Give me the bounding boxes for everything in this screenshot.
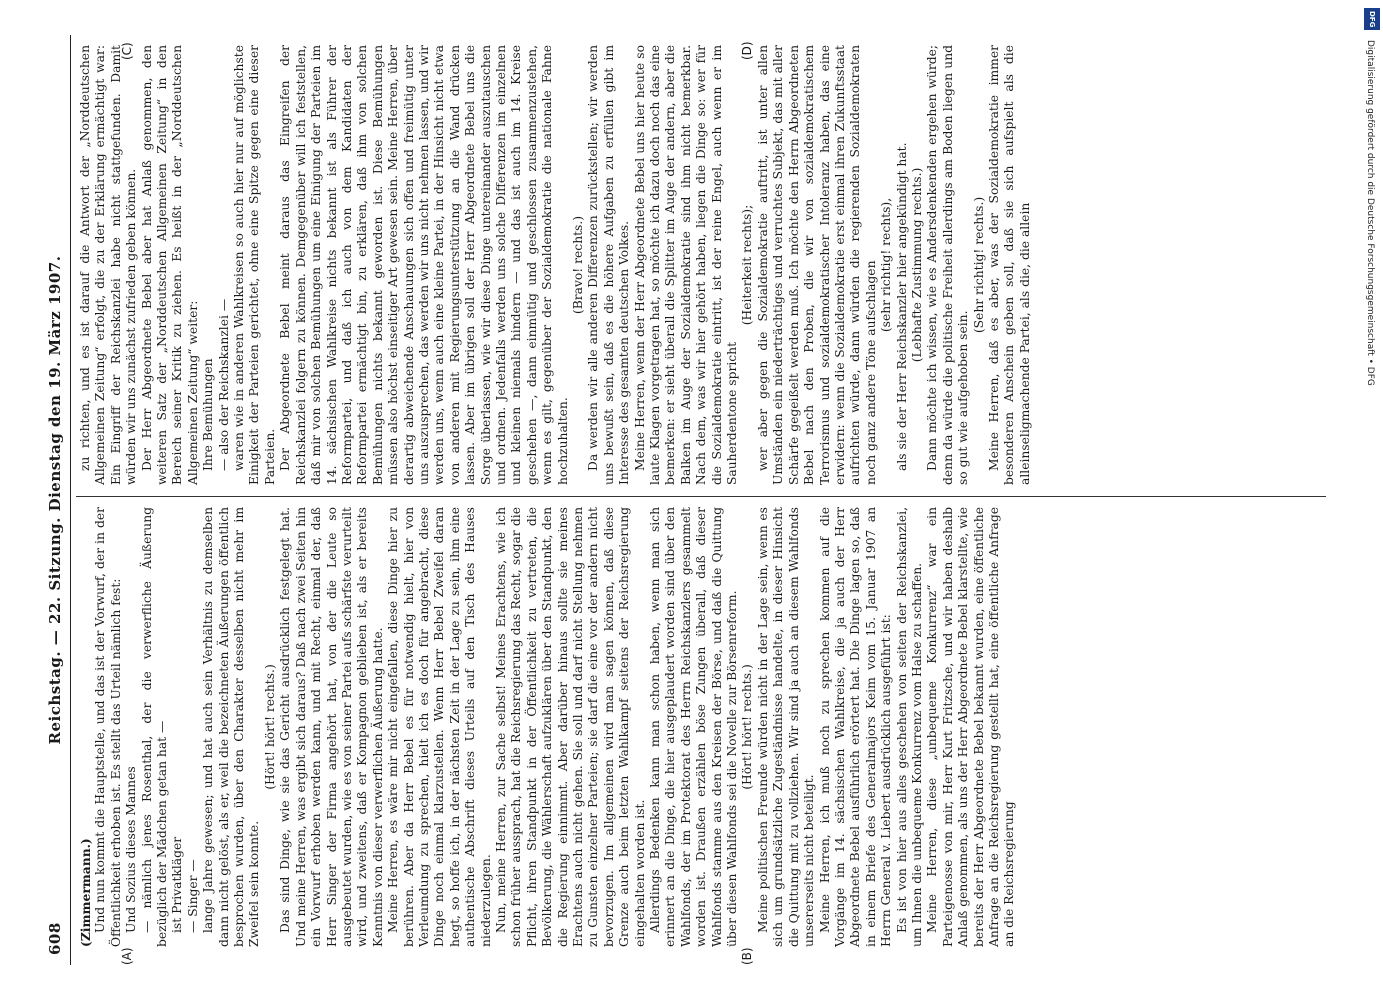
paragraph: Ihre Bemühungen [201,358,216,471]
running-title: Reichstag. — 22. Sitzung. Dienstag den 19. März 1907. [46,255,64,745]
paragraph: (Bravo! rechts.) [571,215,585,315]
paragraph: Meine Herren, ich muß noch zu sprechen kommen auf die Vorgänge im 14. sächsischen Wahlkreise, die ja auch der Herr Abgeordnete Bebel ausführlich erörtert hat. Die Dinge lagen so, daß in einem Briefe des Generalmajors Keim vom 15. Januar 1907 an Herrn General v. Liebert ausdrücklich ausgeführt ist: [817,507,894,947]
margin-marker-d: (D) [740,41,754,60]
digitization-credit [1361,0,1383,1000]
paragraph: Und Sozius dieses Mannes [124,766,139,933]
paragraph: lange Jahre gewesen; und hat auch sein Verhältnis zu demselben dann nicht gelöst, als er, weil die bezeichneten Äußerungen öffentlich besprochen wurden, über den Charakter desselben nicht mehr im Zweifel sein konnte. [201,507,262,947]
paragraph: (Heiterkeit rechts); [740,204,755,326]
paragraph: Meine Herren, daß es aber, was der Sozialdemokratie immer besonderen Anschein geben soll, daß sie sich aufspielt als die alleinseligmachende Partei, als die, die allein [986,45,1032,485]
paragraph: (Hört! hört! rechts.) [740,664,755,790]
paragraph: als sie der Herr Reichskanzler hier angekündigt hat. [894,142,909,471]
column-divider [76,496,1326,497]
paragraph: — Singer — [185,859,200,933]
margin-marker-a: (A) [120,947,134,965]
paragraph: ist Privatkläger [170,836,185,933]
paragraph: Meine Herren, wenn der Herr Abgeordnete Bebel uns hier heute so laute Klagen vorgetragen hat, so möchte ich dazu doch noch das eine bemerken: er sieht überall die Splitter im Auge der andern, aber die Balken im Auge der Sozialdemokratie sind ihm nicht bemerkbar. Nach dem, was wir hier gehört haben, liegen die Dinge so: wer für die Sozialdemokratie eintritt, ist der reine Engel, auch wenn er im Sauherdentone spricht [632,45,740,485]
paragraph: Da werden wir alle anderen Differenzen zurückstellen; wir werden uns bewußt sein, daß es die höhere Aufgaben zu erfüllen gibt im Interesse des gesamten deutschen Volkes. [586,45,632,485]
paragraph: — nämlich jenes Rosenthal, der die verwerfliche Äußerung bezüglich der Mädchen getan hat — [139,507,170,947]
credit-text: Digitalisierung gefördert durch die Deutsche Forschungsgemeinschaft • DFG [1365,40,1375,386]
paragraph: Nun, meine Herren, zur Sache selbst! Meines Erachtens, wie ich schon früher aussprach, hat die Reichsregierung das Recht, sogar die Pflicht, ihren Standpunkt in der Öffentlichkeit zu vertreten, die Bevölkerung, die Wählerschaft aufzuklären über den Standpunkt, den die Regierung einnimmt. Aber darüber hinaus sollte sie meines Erachtens auch nicht gehen. Sie soll und darf nicht Stellung nehmen zu Gunsten einzelner Parteien; sie darf die eine vor der andern nicht bevorzugen. Im allgemeinen wird man sagen können, daß diese Grenze auch beim letzten Wahlkampf seitens der Reichsregierung eingehalten worden ist. [493,507,647,947]
header-rule [70,35,71,965]
paragraph: wer aber gegen die Sozialdemokratie auftritt, ist unter allen Umständen ein niederträchtiges und verruchtes Subjekt, das mit aller Schärfe gegeißelt werden muß. Ich möchte den Herrn Abgeordneten Bebel nach den Proben, die wir von sozialdemokratischem Terrorismus und sozialdemokratischer Intoleranz haben, das eine erwidern: wenn die Sozialdemokratie erst einmal ihren Zukunftsstaat aufrichten würde, dann würden die regierenden Sozialdemokraten noch ganz andere Töne aufschlagen [755,45,878,485]
paragraph: Allerdings Bedenken kann man schon haben, wenn man sich erinnert an die Dinge, die hier ausgeplaudert worden sind über den Wahlfonds, der im Protektorat des Herrn Reichskanzlers gesammelt worden ist. Draußen erzählen böse Zungen überall, daß dieser Wahlfonds stamme aus den Kreisen der Börse, und daß die Quittung über diesen Wahlfonds sei die Novelle zur Börsenreform. [648,507,740,947]
paragraph: zu richten, und es ist darauf die Antwort der „Norddeutschen Allgemeinen Zeitung“ erfolgt, die zu der Erklärung ermächtigt war: Ein Eingriff der Reichskanzlei habe nicht stattgefunden. Damit würden wir uns zunächst zufrieden geben können. [78,45,139,485]
right-text-column [78,45,1033,485]
paragraph: (sehr richtig! rechts), [879,197,894,333]
paragraph: Dann möchte ich wissen, wie es Andersdenkenden ergehen würde; denn da würde die politische Freiheit allerdings am Boden liegen und so gut wie aufgehoben sein. [925,45,971,485]
margin-marker-c: (C) [120,42,134,60]
margin-marker-b: (B) [740,947,754,965]
paragraph: (Lebhafte Zustimmung rechts.) [909,167,924,363]
paragraph: Der Abgeordnete Bebel meint daraus das Eingreifen der Reichskanzlei folgern zu können. Demgegenüber will ich feststellen, daß mir von solchen Bemühungen um eine Einigung der Parteien im 14. sächsischen Wahlkreise nichts bekannt ist als Führer der Reformpartei, und daß ich auch von dem Kandidaten der Reformpartei ermächtigt bin, zu erklären, daß ihm von solchen Bemühungen nichts bekannt geworden ist. Diese Bemühungen müssen also höchst einseitiger Art gewesen sein. Meine Herren, über derartig abweichende Anschauungen sich offen und freimütig unter uns auszusprechen, das werden wir uns nicht nehmen lassen, und wir werden uns, wenn auch eine kleine Partei, in der Hinsicht nicht etwa von anderen mit Regierungsunterstützung an die Wand drücken lassen. Aber im übrigen soll der Herr Abgeordnete Bebel uns die Sorge überlassen, wie wir diese Dinge untereinander auszutauschen und ordnen. Jedenfalls werden uns solche Differenzen im einzelnen und kleinen niemals hindern — und das ist auch im 14. Kreise geschehen —, dann einmütig und geschlossen zusammenzustehen, wenn es gilt, gegenüber der Sozialdemokratie die nationale Fahne hochzuhalten. [278,45,570,485]
speaker-label: (Zimmermann.) [78,838,93,947]
paragraph: Und nun kommt die Hauptstelle, und das ist der Vorwurf, der in der Öffentlichkeit erhoben ist. Es stellt das Urteil nämlich fest: [93,507,123,947]
left-text-column [78,507,1018,947]
paragraph: (Sehr richtig! rechts.) [971,196,986,334]
paragraph: Meine politischen Freunde würden nicht in der Lage sein, wenn es sich um grundsätzliche Zugeständnisse handelte, in dieser Hinsicht die Quittung mit zu vollziehen. Wir sind ja auch an diesem Wahlfonds unsererseits nicht beteiligt. [755,507,817,947]
paragraph: (Hört! hört! rechts.) [262,664,277,790]
paragraph: Der Herr Abgeordnete Bebel aber hat Anlaß genommen, den weiteren Satz der „Norddeutschen Allgemeinen Zeitung“ in den Bereich seiner Kritik zu ziehen. Es heißt in der „Norddeutschen Allgemeinen Zeitung“ weiter: [139,45,200,485]
page-number: 608 [46,922,64,955]
paragraph: Das sind Dinge, wie sie das Gericht ausdrücklich festgelegt hat. Und meine Herren, was ergibt sich daraus? Daß nach zwei Seiten hin ein Vorwurf erhoben werden kann, und mit Recht, einmal der, daß Herr Singer der Firma angehört hat, von der die Leute so ausgebeutet wurden, wie es von seiner Partei aufs schärfste verurteilt wird, und zweitens, daß er Kompagnon geblieben ist, als er bereits Kenntnis von dieser verwerflichen Äußerung hatte. [278,507,385,947]
paragraph: Meine Herren, diese „unbequeme Konkurrenz“ war ein Parteigenosse von mir, Herr Kurt Fritzsche, und wir haben deshalb Anlaß genommen, als uns der Herr Abgeordnete Bebel klarstellte, wie bereits der Herr Abgeordnete Bebel bekannt wurden, eine öffentliche Anfrage an die Reichsregierung gestellt hat, eine öffentliche Anfrage an die Reichsregierung [925,507,1017,947]
paragraph: waren wie in anderen Wahlkreisen so auch hier nur auf möglichste Einigkeit der Parteien gerichtet, ohne eine Spitze gegen eine dieser Parteien. [232,45,277,485]
page-header [40,35,70,965]
paragraph: — also der Reichskanzlei — [216,298,231,471]
document-page [40,35,1350,965]
paragraph: Es ist von hier aus alles geschehen von seiten der Reichskanzlei, um Ihnen die unbequeme Konkurrenz vom Halse zu schaffen. [894,507,924,947]
paragraph: Meine Herren, es wäre mir nicht eingefallen, diese Dinge hier zu berühren. Aber da Herr Bebel es für notwendig hielt, hier von Verleumdung zu sprechen, hielt ich es doch für angebracht, diese Dinge noch einmal klarzustellen. Wenn Herr Bebel Zweifel daran hegt, so hoffe ich, in der nächsten Zeit in der Lage zu sein, ihm eine authentische Abschrift dieses Urteils auf den Tisch des Hauses niederzulegen. [386,507,493,947]
dfg-logo: DFG [1364,8,1380,30]
